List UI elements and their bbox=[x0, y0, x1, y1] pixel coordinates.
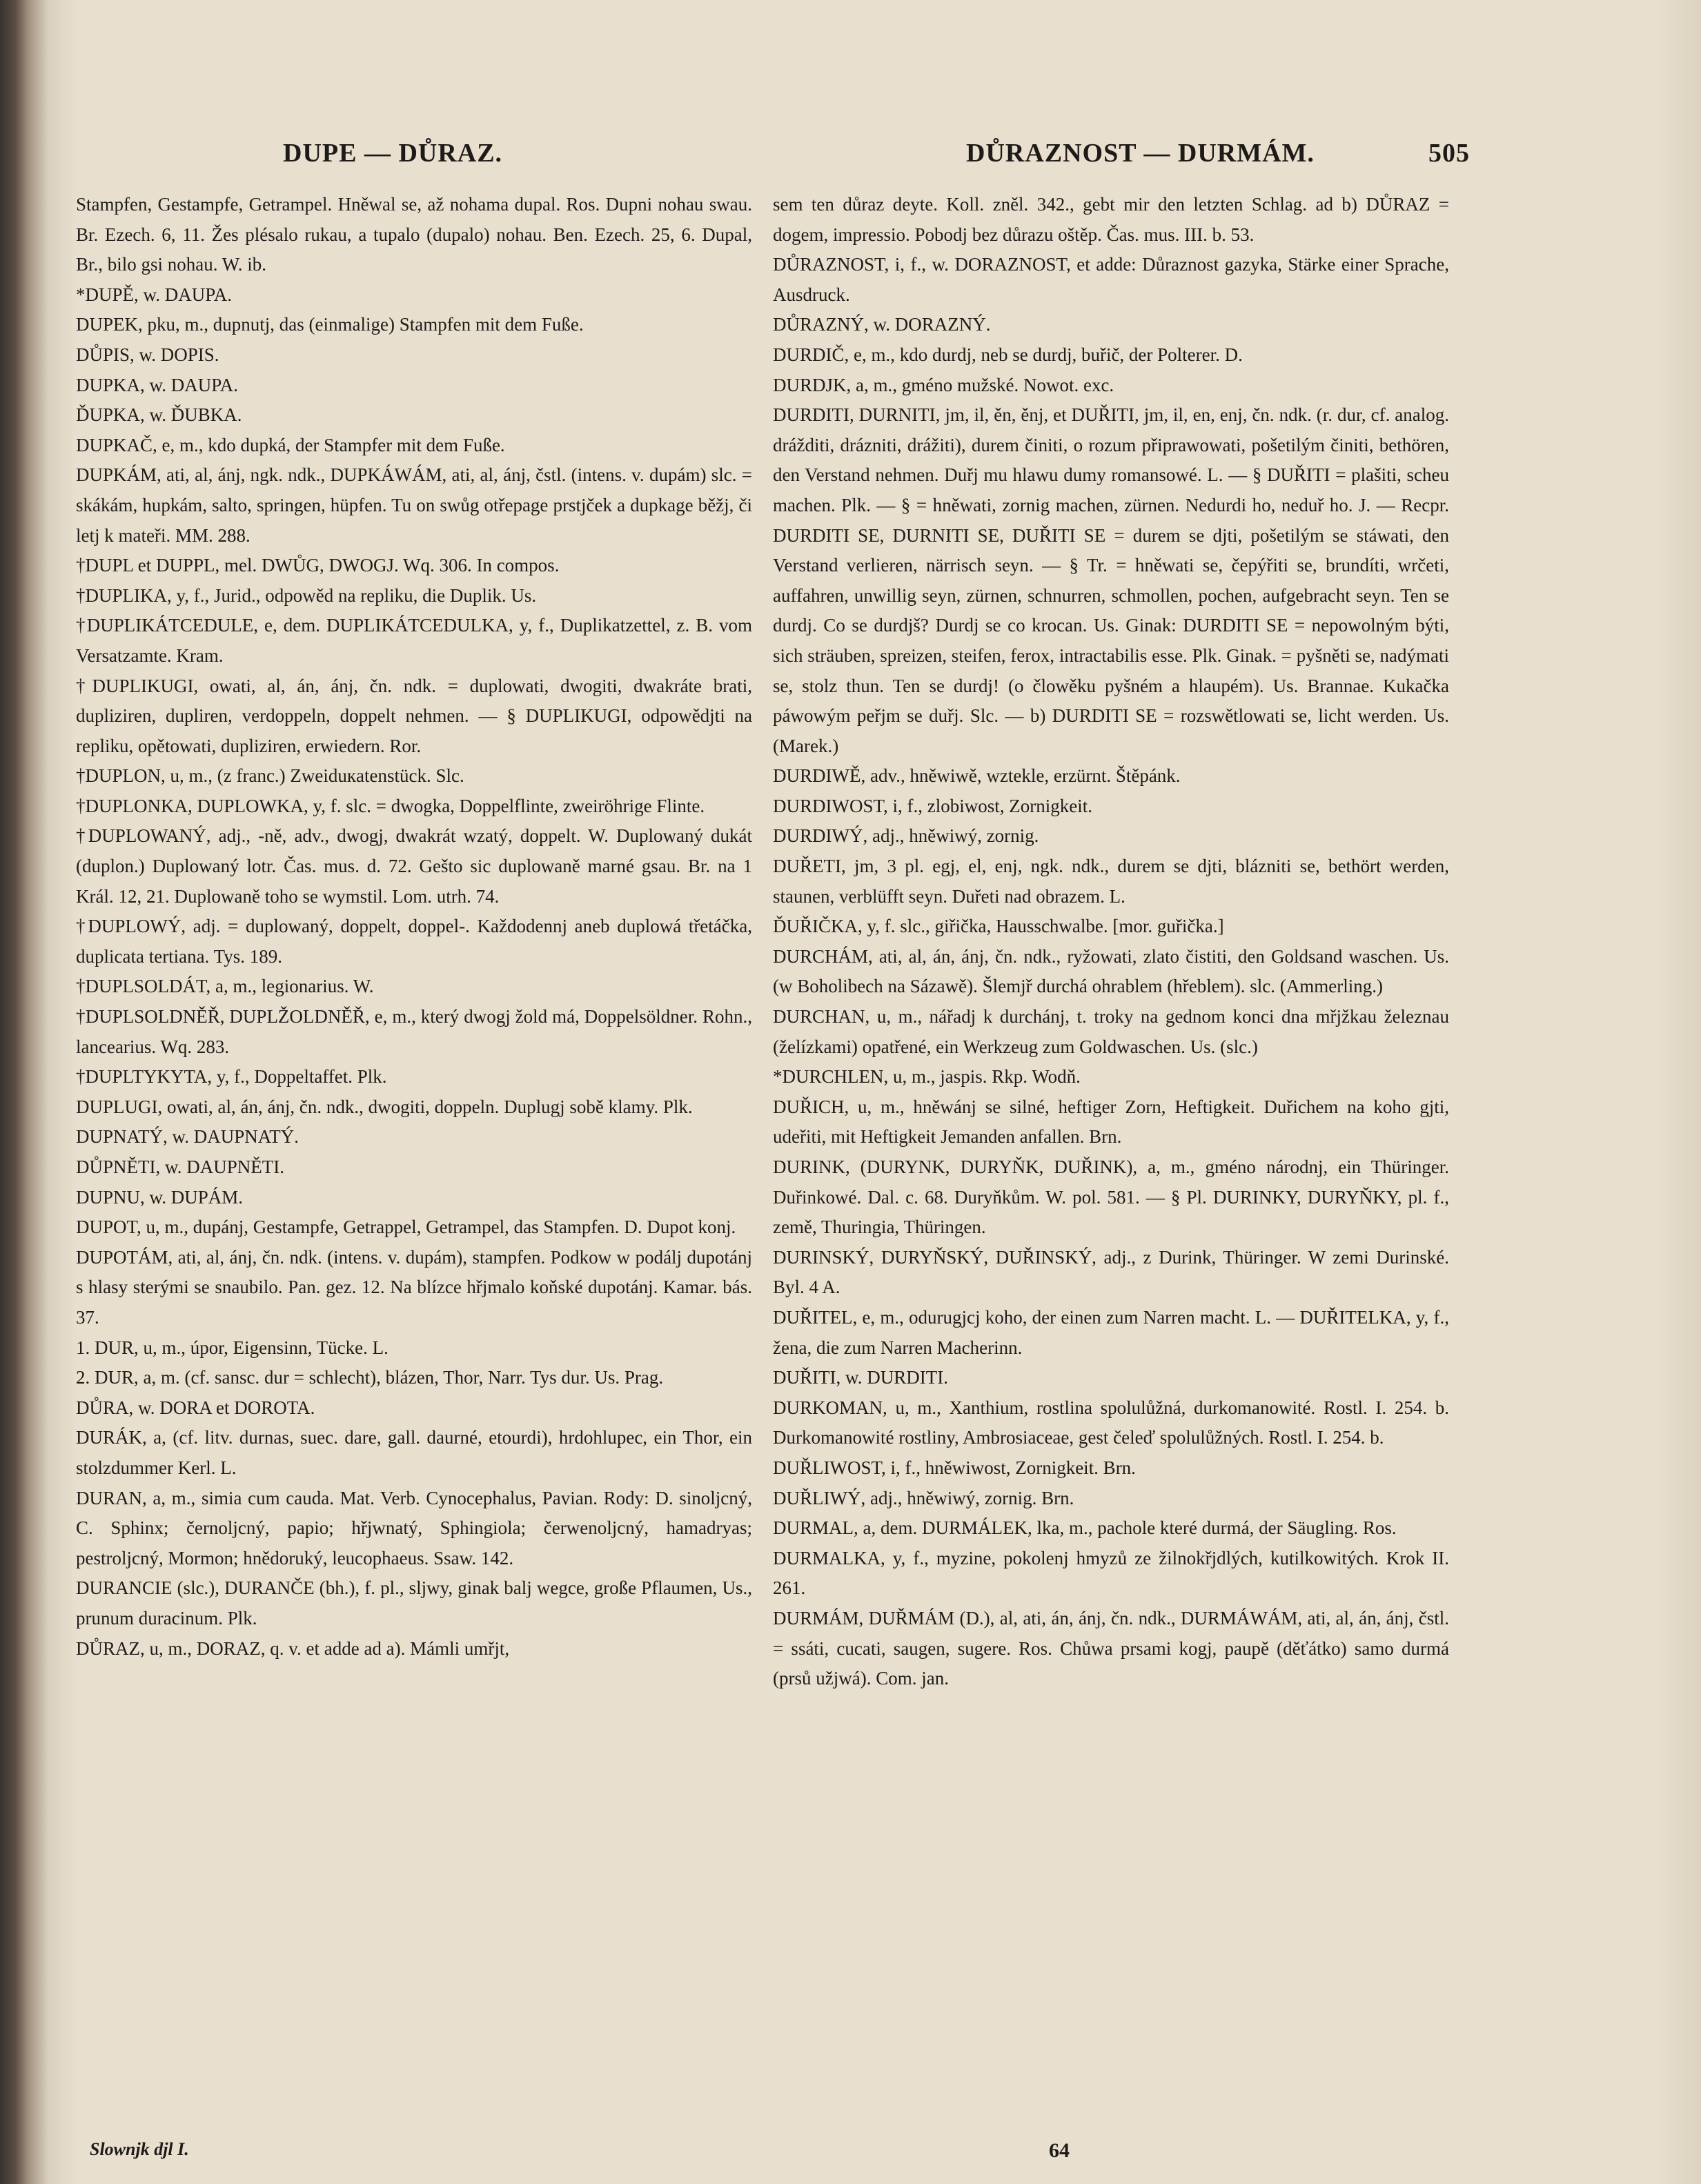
dictionary-entry: DUPKAČ, e, m., kdo dupká, der Stampfer mit dem Fuße. bbox=[76, 434, 505, 455]
dictionary-entry: †DUPLOWÝ, adj. = duplowaný, doppelt, doppel-. Každodennj aneb duplowá třetáčka, duplicata tertiana. Tys. 189. bbox=[76, 916, 752, 967]
dictionary-entry: DURDIWĚ, adv., hněwiwě, wztekle, erzürnt. Štěpánk. bbox=[773, 765, 1181, 787]
dictionary-entry: DUŘITI, w. DURDITI. bbox=[773, 1367, 948, 1388]
dictionary-entry: DURDJK, a, m., gméno mužské. Nowot. exc. bbox=[773, 374, 1114, 395]
header-left: DUPE — DŮRAZ. bbox=[283, 139, 503, 168]
page-number: 505 bbox=[1428, 139, 1470, 168]
dictionary-entry: DUPOT, u, m., dupánj, Gestampfe, Getrappel, Getrampel, das Stampfen. D. Dupot konj. bbox=[76, 1217, 736, 1238]
dictionary-entry: *DUPĚ, w. DAUPA. bbox=[76, 284, 233, 305]
dictionary-entry: sem ten důraz deyte. Koll. zněl. 342., gebt mir den letzten Schlag. ad b) DŮRAZ = dogem, impressio. Pobodj bez důrazu oštěp. Čas. mus. III. b. 53. bbox=[773, 194, 1449, 245]
running-header bbox=[76, 138, 1477, 179]
dictionary-entry: DURINK, (DURYNK, DURYŇK, DUŘINK), a, m., gméno národnj, ein Thüringer. Duřinkowé. Dal. c. 68. Duryňkům. W. pol. 581. — § Pl. DURINKY, DURYŇKY, pl. f., země, Thuringia, Thüringen. bbox=[773, 1157, 1449, 1238]
dictionary-entry: DURKOMAN, u, m., Xanthium, rostlina spolulůžná, durkomanowité. Rostl. I. 254. b. Durkomanowité rostliny, Ambrosiaceae, gest čeleď spolulůžných. Rostl. I. 254. b. bbox=[773, 1397, 1449, 1448]
dictionary-entry: DURCHAN, u, m., nářadj k durchánj, t. troky na gednom konci dna mřjžkau železnau (želízkami) opatřené, ein Werkzeug zum Goldwaschen. Us. (slc.) bbox=[773, 1006, 1449, 1057]
dictionary-entry: DUPOTÁM, ati, al, ánj, čn. ndk. (intens. v. dupám), stampfen. Podkow w podálj dupotánj s hlasy sterými se snaubilo. Pan. gez. 12. Na blízce hřjmalo koňské dupotánj. Kamar. bás. 37. bbox=[76, 1246, 752, 1328]
dictionary-entry: †DUPLTYKYTA, y, f., Doppeltaffet. Plk. bbox=[76, 1066, 387, 1088]
dictionary-entry: DUPKA, w. DAUPA. bbox=[76, 374, 239, 395]
dictionary-entry: DUŘITEL, e, m., odurugjcj koho, der einen zum Narren macht. L. — DUŘITELKA, y, f., žena, die zum Narren Macherinn. bbox=[773, 1306, 1449, 1358]
dictionary-entry: Stampfen, Gestampfe, Getrampel. Hněwal se, až nohama dupal. Ros. Dupni nohau swau. Br. Ezech. 6, 11. Žes plésalo rukau, a tupalo (dupalo) nohau. Ben. Ezech. 25, 6. Dupal, Br., bilo gsi nohau. W. ib. bbox=[76, 194, 752, 275]
dictionary-entry: †DUPLSOLDÁT, a, m., legionarius. W. bbox=[76, 976, 374, 997]
dictionary-entry: *DURCHLEN, u, m., jaspis. Rkp. Wodň. bbox=[773, 1066, 1081, 1088]
dictionary-entry: 1. DUR, u, m., úpor, Eigensinn, Tücke. L. bbox=[76, 1337, 389, 1358]
dictionary-entry: DURANCIE (slc.), DURANČE (bh.), f. pl., sljwy, ginak balj wegce, große Pflaumen, Us., prunum duracinum. Plk. bbox=[76, 1577, 752, 1629]
dictionary-entry: DUŘLIWÝ, adj., hněwiwý, zornig. Brn. bbox=[773, 1487, 1074, 1508]
dictionary-entry: †DUPLIKA, y, f., Jurid., odpowěd na repliku, die Duplik. Us. bbox=[76, 584, 537, 606]
dictionary-entry: DUŘICH, u, m., hněwánj se silné, heftiger Zorn, Heftigkeit. Duřichem na koho gjti, udeřiti, mit Heftigkeit Jemanden anfallen. Brn. bbox=[773, 1096, 1449, 1148]
dictionary-entry: †DUPL et DUPPL, mel. DWŮG, DWOGJ. Wq. 306. In compos. bbox=[76, 555, 560, 576]
signature-mark: Slownjk djl I. bbox=[90, 2139, 189, 2159]
dictionary-entry: DŮRA, w. DORA et DOROTA. bbox=[76, 1397, 315, 1418]
dictionary-entry: 2. DUR, a, m. (cf. sansc. dur = schlecht), blázen, Thor, Narr. Tys dur. Us. Prag. bbox=[76, 1367, 664, 1388]
dictionary-entry: DURMALKA, y, f., myzine, pokolenj hmyzů ze žilnokřjdlých, kutilkowitých. Krok II. 261. bbox=[773, 1547, 1449, 1599]
dictionary-entry: DŮRAZNÝ, w. DORAZNÝ. bbox=[773, 314, 991, 335]
dictionary-entry: DURAN, a, m., simia cum cauda. Mat. Verb. Cynocephalus, Pavian. Rody: D. sinoljcný, C. Sphinx; černoljcný, papio; hřjwnatý, Sphingiola; čerwenoljcný, hamadryas; pestroljcný, Mormon; hnědoruký, leucophaeus. Ssaw. 142. bbox=[76, 1487, 752, 1568]
dictionary-entry: DURCHÁM, ati, al, án, ánj, čn. ndk., ryžowati, zlato čistiti, den Goldsand waschen. Us. (w Boholibech na Sázawě). Šlemjř durchá ohrablem (hřeblem). slc. (Ammerling.) bbox=[773, 945, 1449, 997]
dictionary-entry: DURMÁM, DUŘMÁM (D.), al, ati, án, ánj, čn. ndk., DURMÁWÁM, ati, al, án, ánj, čstl. = ssáti, cucati, saugen, sugere. Ros. Chůwa prsami kogj, paupě (děťátko) samo durmá (prsů užjwá). Com. jan. bbox=[773, 1607, 1449, 1689]
dictionary-entry: DŮRAZNOST, i, f., w. DORAZNOST, et adde: Důraznost gazyka, Stärke einer Sprache, Ausdruck. bbox=[773, 254, 1449, 305]
dictionary-entry: †DUPLSOLDNĚŘ, DUPLŽOLDNĚŘ, e, m., který dwogj žold má, Doppelsöldner. Rohn., lancearius. Wq. 283. bbox=[76, 1006, 752, 1057]
dictionary-entry: DUPLUGI, owati, al, án, ánj, čn. ndk., dwogiti, doppeln. Duplugj sobě klamy. Plk. bbox=[76, 1096, 693, 1117]
dictionary-entry: DUPEK, pku, m., dupnutj, das (einmalige) Stampfen mit dem Fuße. bbox=[76, 314, 584, 335]
dictionary-entry: †DUPLIKÁTCEDULE, e, dem. DUPLIKÁTCEDULKA, y, f., Duplikatzettel, z. B. vom Versatzamte. Kram. bbox=[76, 615, 752, 666]
dictionary-entry: DURDITI, DURNITI, jm, il, ěn, ěnj, et DUŘITI, jm, il, en, enj, čn. ndk. (r. dur, cf. analog. drážditi, drázniti, drážiti), durem činiti, o rozum připrawowati, pošetilým činiti, bethören, den Verstand nehmen. Duřj mu hlawu dumy romansowé. L. — § DUŘITI = plašiti, scheu machen. Plk. — § = hněwati, zornig machen, zürnen. Nedurdi ho, neduř ho. J. — Recpr. DURDITI SE, DURNITI SE, DUŘITI SE = durem se djti, pošetilým se stáwati, den Verstand verlieren, närrisch seyn. — § Tr. = hněwati se, čepýřiti se, brundíti, wrčeti, auffahren, unwillig seyn, zürnen, schnurren, schmollen, pochen, aufgebracht seyn. Ten se durdj. Co se durdjš? Durdj se co krocan. Us. Ginak: DURDITI SE = nepowolným býti, sich sträuben, spreizen, steifen, ferox, intractabilis esse. Plk. Ginak. = pyšněti se, nadýmati se, stolz thun. Ten se durdj! (o člowěku pyšném a hlaupém). Us. Brannae. Kukačka páwowým peřjm se duřj. Slc. — b) DURDITI SE = rozswětlowati se, licht werden. Us. (Marek.) bbox=[773, 404, 1449, 756]
dictionary-entry: †DUPLIKUGI, owati, al, án, ánj, čn. ndk. = duplowati, dwogiti, dwakráte brati, dupliziren, dupliren, verdoppeln, doppelt nehmen. — § DUPLIKUGI, odpowědjti na repliku, opětowati, dupliziren, erwiedern. Ror. bbox=[76, 675, 752, 756]
dictionary-entry: DUŘETI, jm, 3 pl. egj, el, enj, ngk. ndk., durem se djti, blázniti se, bethört werden, staunen, verblüfft seyn. Duřeti nad obrazem. L. bbox=[773, 856, 1449, 907]
dictionary-entry: DUPNU, w. DUPÁM. bbox=[76, 1186, 244, 1208]
dictionary-entry: DUŘLIWOST, i, f., hněwiwost, Zornigkeit. Brn. bbox=[773, 1457, 1136, 1478]
dictionary-entry: †DUPLON, u, m., (z franc.) Zweiduкatenstück. Slc. bbox=[76, 765, 464, 787]
dictionary-entry: DURÁK, a, (cf. litv. durnas, suec. dare, gall. daurné, etourdi), hrdohlupec, ein Thor, ein stolzdummer Kerl. L. bbox=[76, 1427, 752, 1478]
dictionary-entry: †DUPLONKA, DUPLOWKA, y, f. slc. = dwogka, Doppelflinte, zweiröhrige Flinte. bbox=[76, 795, 705, 816]
dictionary-entry: ĎUŘIČKA, y, f. slc., giřička, Hausschwalbe. [mor. guřička.] bbox=[773, 916, 1224, 937]
left-column bbox=[76, 190, 752, 1664]
dictionary-entry: DŮPNĚTI, w. DAUPNĚTI. bbox=[76, 1157, 284, 1177]
header-right: DŮRAZNOST — DURMÁM. bbox=[966, 139, 1315, 168]
dictionary-entry: ĎUPKA, w. ĎUBKA. bbox=[76, 404, 242, 426]
dictionary-entry: †DUPLOWANÝ, adj., -ně, adv., dwogj, dwakrát wzatý, doppelt. W. Duplowaný dukát (duplon.) Duplowaný lotr. Čas. mus. d. 72. Gešto sic duplowaně marné gsau. Br. na 1 Král. 12, 21. Duplowaně toho se wymstil. Lom. utrh. 74. bbox=[76, 825, 752, 907]
right-column bbox=[773, 190, 1449, 1694]
dictionary-entry: DŮRAZ, u, m., DORAZ, q. v. et adde ad a). Mámli umřjt, bbox=[76, 1637, 510, 1659]
dictionary-entry: DUPKÁM, ati, al, ánj, ngk. ndk., DUPKÁWÁM, ati, al, ánj, čstl. (intens. v. dupám) slc. = skákám, hupkám, salto, springen, hüpfen. Tu on swůg otřepage prstjček a dupkage běžj, či letj k mateři. MM. 288. bbox=[76, 464, 752, 546]
dictionary-entry: DUPNATÝ, w. DAUPNATÝ. bbox=[76, 1126, 299, 1148]
dictionary-entry: DURINSKÝ, DURYŇSKÝ, DUŘINSKÝ, adj., z Durink, Thüringer. W zemi Durinské. Byl. 4 A. bbox=[773, 1246, 1449, 1298]
dictionary-entry: DURMAL, a, dem. DURMÁLEK, lka, m., pachole které durmá, der Säugling. Ros. bbox=[773, 1517, 1397, 1539]
sheet-number: 64 bbox=[1049, 2139, 1070, 2162]
dictionary-entry: DŮPIS, w. DOPIS. bbox=[76, 344, 219, 365]
dictionary-entry: DURDIWÝ, adj., hněwiwý, zornig. bbox=[773, 825, 1039, 847]
dictionary-entry: DURDIWOST, i, f., zlobiwost, Zornigkeit. bbox=[773, 795, 1092, 816]
dictionary-entry: DURDIČ, e, m., kdo durdj, neb se durdj, buřič, der Polterer. D. bbox=[773, 344, 1243, 365]
